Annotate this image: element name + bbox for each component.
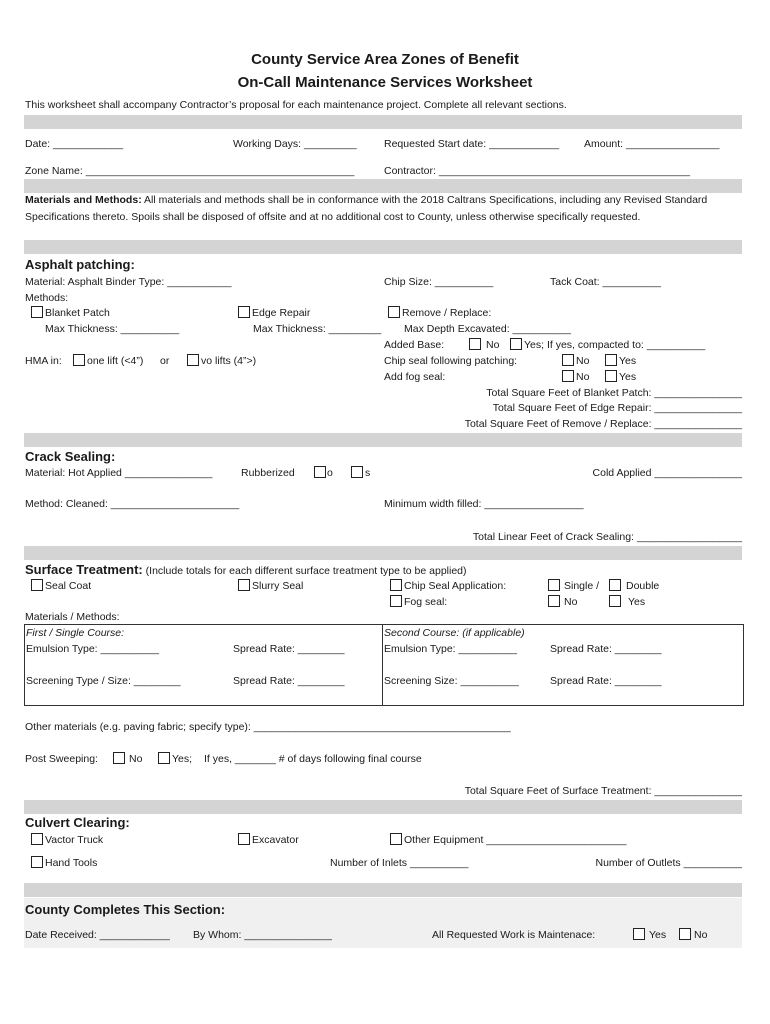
vactor-truck-label: Vactor Truck xyxy=(45,834,104,846)
screening-size-field[interactable]: Screening Size: __________ xyxy=(384,675,519,687)
section-divider xyxy=(24,546,742,560)
maintenance-no-label: No xyxy=(694,929,708,941)
working-days-field[interactable]: Working Days: _________ xyxy=(233,138,357,150)
intro-text: This worksheet shall accompany Contractor’s proposal for each maintenance project. Complete all relevant sections. xyxy=(25,99,567,111)
fog-seal-st-yes-label: Yes xyxy=(628,596,646,608)
surface-treatment-note: (Include totals for each different surface treatment type to be applied) xyxy=(142,565,467,577)
fog-seal-yes-label: Yes xyxy=(619,371,637,383)
page-title: County Service Area Zones of Benefit xyxy=(251,51,519,68)
fog-seal-no-label: No xyxy=(576,371,590,383)
add-fog-seal-label: Add fog seal: xyxy=(384,371,446,383)
or-label: or xyxy=(160,355,170,367)
fog-seal-st-no-checkbox[interactable] xyxy=(548,595,560,607)
excavator-checkbox[interactable] xyxy=(238,833,250,845)
chip-seal-following-yes-checkbox[interactable] xyxy=(605,354,617,366)
compacted-to-field[interactable]: Yes; If yes, compacted to: __________ xyxy=(524,339,706,351)
hma-in-label: HMA in: xyxy=(25,355,62,367)
other-equipment-field[interactable]: Other Equipment ________________________ xyxy=(404,834,627,846)
spread-rate-2-field[interactable]: Spread Rate: ________ xyxy=(550,643,662,655)
rubberized-option-1-checkbox[interactable] xyxy=(314,466,326,478)
slurry-seal-label: Slurry Seal xyxy=(252,580,304,592)
materials-methods-paragraph xyxy=(25,192,737,226)
fog-seal-yes-checkbox[interactable] xyxy=(605,370,617,382)
emulsion-type-2-field[interactable]: Emulsion Type: __________ xyxy=(384,643,517,655)
courses-divider xyxy=(382,624,383,705)
max-depth-field[interactable]: Max Depth Excavated: __________ xyxy=(404,323,571,335)
maintenance-yes-checkbox[interactable] xyxy=(633,928,645,940)
blanket-patch-checkbox[interactable] xyxy=(31,306,43,318)
culvert-heading: Culvert Clearing: xyxy=(25,815,130,830)
slurry-seal-checkbox[interactable] xyxy=(238,579,250,591)
page-subtitle: On-Call Maintenance Services Worksheet xyxy=(237,74,533,91)
other-equipment-checkbox[interactable] xyxy=(390,833,402,845)
fog-seal-checkbox[interactable] xyxy=(390,595,402,607)
date-received-field[interactable]: Date Received: ____________ xyxy=(25,929,170,941)
county-heading: County Completes This Section: xyxy=(25,902,226,917)
cold-applied-field[interactable]: Cold Applied _______________ xyxy=(592,467,742,479)
first-course-label: First / Single Course: xyxy=(26,627,125,639)
surface-treatment-heading-row xyxy=(25,561,467,579)
hand-tools-label: Hand Tools xyxy=(45,857,98,869)
methods-label: Methods: xyxy=(25,292,69,304)
post-sweeping-yes-checkbox[interactable] xyxy=(158,752,170,764)
single-label: Single / xyxy=(564,580,600,592)
added-base-label: Added Base: xyxy=(384,339,445,351)
two-lifts-checkbox[interactable] xyxy=(187,354,199,366)
total-crack-field[interactable]: Total Linear Feet of Crack Sealing: __________________ xyxy=(472,531,742,543)
days-following-field[interactable]: If yes, _______ # of days following final course xyxy=(204,753,422,765)
binder-type-field[interactable]: Material: Asphalt Binder Type: ___________ xyxy=(25,276,232,288)
single-checkbox[interactable] xyxy=(548,579,560,591)
double-label: Double xyxy=(626,580,660,592)
post-sweeping-label: Post Sweeping: xyxy=(25,753,98,765)
total-surface-field[interactable]: Total Square Feet of Surface Treatment: _______________ xyxy=(464,785,742,797)
fog-seal-label: Fog seal: xyxy=(404,596,448,608)
remove-replace-checkbox[interactable] xyxy=(388,306,400,318)
chip-seal-following-no-label: No xyxy=(576,355,590,367)
materials-methods-text: All materials and methods shall be in conformance with the 2018 Caltrans Specifications, including any Revised Standard Specifications thereto. Spoils shall be disposed of offsite and at no additional cost to County, unless otherwise specifically requested. xyxy=(25,194,708,223)
chip-size-field[interactable]: Chip Size: __________ xyxy=(384,276,494,288)
one-lift-label: one lift (<4”) xyxy=(87,355,144,367)
excavator-label: Excavator xyxy=(252,834,299,846)
rubberized-option-2-checkbox[interactable] xyxy=(351,466,363,478)
surface-treatment-heading: Surface Treatment: xyxy=(25,562,143,577)
tack-coat-field[interactable]: Tack Coat: __________ xyxy=(550,276,661,288)
start-date-field[interactable]: Requested Start date: ____________ xyxy=(384,138,560,150)
chip-seal-following-yes-label: Yes xyxy=(619,355,637,367)
method-cleaned-field[interactable]: Method: Cleaned: ______________________ xyxy=(25,498,240,510)
rubberized-option-1-label: o xyxy=(327,467,333,479)
maintenance-yes-label: Yes xyxy=(649,929,667,941)
post-sweeping-yes-label: Yes; xyxy=(172,753,193,765)
amount-field[interactable]: Amount: ________________ xyxy=(584,138,720,150)
all-requested-label: All Requested Work is Maintenace: xyxy=(432,929,596,941)
hot-applied-field[interactable]: Material: Hot Applied _______________ xyxy=(25,467,213,479)
hand-tools-checkbox[interactable] xyxy=(31,856,43,868)
asphalt-heading: Asphalt patching: xyxy=(25,257,135,272)
two-lifts-label: vo lifts (4”>) xyxy=(201,355,257,367)
screening-type-field[interactable]: Screening Type / Size: ________ xyxy=(26,675,181,687)
section-divider xyxy=(24,179,742,193)
section-divider xyxy=(24,800,742,814)
vactor-truck-checkbox[interactable] xyxy=(31,833,43,845)
edge-repair-label: Edge Repair xyxy=(252,307,311,319)
fog-seal-st-no-label: No xyxy=(564,596,578,608)
double-checkbox[interactable] xyxy=(609,579,621,591)
post-sweeping-no-label: No xyxy=(129,753,143,765)
min-width-field[interactable]: Minimum width filled: _________________ xyxy=(384,498,584,510)
section-divider xyxy=(24,433,742,447)
blanket-patch-label: Blanket Patch xyxy=(45,307,110,319)
materials-methods-label: Materials and Methods: xyxy=(25,194,142,206)
total-remove-field[interactable]: Total Square Feet of Remove / Replace: _______________ xyxy=(464,418,742,430)
chip-seal-app-label: Chip Seal Application: xyxy=(404,580,507,592)
second-course-label: Second Course: (if applicable) xyxy=(384,627,525,639)
emulsion-type-1-field[interactable]: Emulsion Type: __________ xyxy=(26,643,159,655)
max-thickness-edge-field[interactable]: Max Thickness: _________ xyxy=(253,323,382,335)
post-sweeping-no-checkbox[interactable] xyxy=(113,752,125,764)
crack-sealing-heading: Crack Sealing: xyxy=(25,449,116,464)
seal-coat-label: Seal Coat xyxy=(45,580,92,592)
section-divider xyxy=(24,883,742,897)
outlets-field[interactable]: Number of Outlets __________ xyxy=(595,857,742,869)
section-divider xyxy=(24,115,742,129)
fog-seal-no-checkbox[interactable] xyxy=(562,370,574,382)
one-lift-checkbox[interactable] xyxy=(73,354,85,366)
zone-name-field[interactable]: Zone Name: ______________________________________________ xyxy=(25,165,355,177)
max-thickness-blanket-field[interactable]: Max Thickness: __________ xyxy=(45,323,180,335)
fog-seal-st-yes-checkbox[interactable] xyxy=(609,595,621,607)
total-edge-field[interactable]: Total Square Feet of Edge Repair: _______________ xyxy=(492,402,742,414)
spread-rate-3-field[interactable]: Spread Rate: ________ xyxy=(233,675,345,687)
total-blanket-field[interactable]: Total Square Feet of Blanket Patch: _______________ xyxy=(486,387,742,399)
inlets-field[interactable]: Number of Inlets __________ xyxy=(330,857,469,869)
spread-rate-1-field[interactable]: Spread Rate: ________ xyxy=(233,643,345,655)
spread-rate-4-field[interactable]: Spread Rate: ________ xyxy=(550,675,662,687)
contractor-field[interactable]: Contractor: ___________________________________________ xyxy=(384,165,690,177)
added-base-no-label: No xyxy=(486,339,500,351)
section-divider xyxy=(24,240,742,254)
chip-seal-following-label: Chip seal following patching: xyxy=(384,355,518,367)
date-field[interactable]: Date: ____________ xyxy=(25,138,124,150)
other-materials-field[interactable]: Other materials (e.g. paving fabric; specify type): ____________________________________________ xyxy=(25,721,511,733)
added-base-no-checkbox[interactable] xyxy=(469,338,481,350)
maintenance-no-checkbox[interactable] xyxy=(679,928,691,940)
edge-repair-checkbox[interactable] xyxy=(238,306,250,318)
added-base-yes-checkbox[interactable] xyxy=(510,338,522,350)
seal-coat-checkbox[interactable] xyxy=(31,579,43,591)
chip-seal-following-no-checkbox[interactable] xyxy=(562,354,574,366)
remove-replace-label: Remove / Replace: xyxy=(402,307,492,319)
by-whom-field[interactable]: By Whom: _______________ xyxy=(193,929,332,941)
rubberized-option-2-label: s xyxy=(365,467,371,479)
chip-seal-app-checkbox[interactable] xyxy=(390,579,402,591)
materials-methods-label: Materials / Methods: xyxy=(25,611,120,623)
rubberized-label: Rubberized xyxy=(241,467,295,479)
